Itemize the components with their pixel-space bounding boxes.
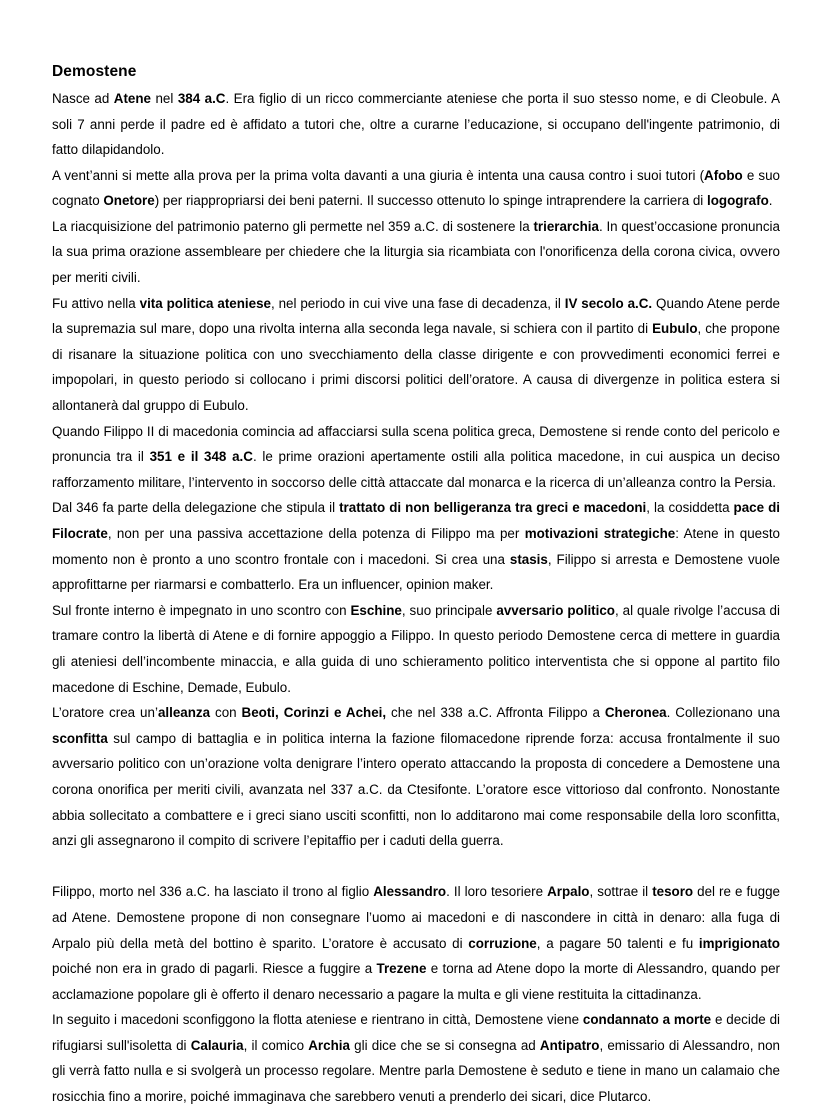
text-run: , emissario di Alessandro, non gli verrà fatto nulla e si svolgerà un processo regolare. Mentre parla Demostene è seduto e tiene in mano un calamaio che rosicchia fino a morire, poiché immaginava che sarebbero venuti a prenderlo dei sicari, dice Plutarco. bbox=[52, 1037, 781, 1105]
bold-run: corruzione bbox=[468, 935, 537, 951]
bold-run: Onetore bbox=[103, 193, 155, 209]
bold-run: trierarchia bbox=[533, 218, 599, 234]
paragraph-spacer bbox=[52, 854, 780, 880]
text-run: , la cosiddetta bbox=[646, 500, 734, 516]
paragraph bbox=[52, 291, 780, 419]
text-run: : Atene in questo momento non è pronto a uno scontro frontale con i macedoni. Si crea una bbox=[52, 526, 780, 567]
bold-run: vita politica ateniese bbox=[139, 295, 271, 311]
text-run: Filippo, morto nel 336 a.C. ha lasciato il trono al figlio bbox=[52, 884, 374, 900]
bold-run: alleanza bbox=[157, 705, 211, 721]
bold-run: motivazioni strategiche bbox=[524, 526, 676, 542]
paragraph bbox=[52, 879, 780, 1007]
bold-run: Cheronea bbox=[604, 705, 667, 721]
text-run: . Era figlio di un ricco commerciante ateniese che porta il suo stesso nome, e di Cleobule. A soli 7 anni perde il padre ed è affidato a tutori che, oltre a curarne l’educazione, si occupano dell'ingente patrimonio, di fatto dilapidandolo. bbox=[52, 90, 781, 158]
text-run: sul campo di battaglia e in politica interna la fazione filomacedone riprende forza: accusa frontalmente il suo avversario politico con un’orazione volta denigrare l’intero operato attaccando la proposta di concedere a Demostene una corona onorifica per meriti civili, avanzata nel 337 a.C. da Ctesifonte. L’oratore esce vittorioso dal confronto. Nonostante abbia sollecitato a combattere e i greci siano usciti sconfitti, non lo additarono mai come responsabile della loro sconfitta, anzi gli assegnarono il compito di scrivere l’epitaffio per i caduti della guerra. bbox=[52, 730, 780, 849]
text-run: , al quale rivolge l’accusa di tramare contro la libertà di Atene e di fornire appoggio a Filippo. In questo periodo Demostene cerca di mettere in guardia gli ateniesi dell’incombente minaccia, e alla guida di uno schieramento politico interventista che si oppone al partito filo macedone di Eschine, Demade, Eubulo. bbox=[52, 602, 780, 695]
text-run: , nel periodo in cui vive una fase di decadenza, il bbox=[270, 295, 565, 311]
paragraph bbox=[52, 495, 780, 597]
text-run: . bbox=[768, 193, 773, 209]
text-run: e suo cognato bbox=[52, 167, 780, 209]
text-run: A vent’anni si mette alla prova per la prima volta davanti a una giuria è intenta una causa contro i suoi tutori ( bbox=[52, 167, 705, 183]
text-run: . Collezionano una bbox=[666, 705, 781, 721]
bold-run: pace di Filocrate bbox=[52, 500, 780, 542]
text-run: del re e fugge ad Atene. Demostene propone di non consegnare l’uomo ai macedoni e di nascondere in città in denaro: alla fuga di Arpalo più della metà del bottino è sparito. L’oratore è accusato di bbox=[52, 884, 780, 951]
bold-run: Beoti, Corinzi e Achei, bbox=[241, 705, 387, 721]
bold-run: avversario politico bbox=[496, 602, 615, 618]
text-run: Fu attivo nella bbox=[52, 295, 140, 311]
text-run: . le prime orazioni apertamente ostili alla politica macedone, in cui auspica un deciso rafforzamento militare, l’intervento in soccorso delle città attaccate dal monarca e la ricerca di un’alleanza contro la Persia. bbox=[52, 449, 781, 490]
bold-run: Alessandro bbox=[373, 884, 447, 900]
text-run: gli dice che se si consegna ad bbox=[349, 1037, 540, 1053]
paragraph bbox=[52, 214, 780, 291]
text-run: , Filippo si arresta e Demostene vuole approfittarne per riarmarsi e combatterlo. Era un influencer, opinion maker. bbox=[52, 551, 780, 593]
paragraph bbox=[52, 86, 780, 163]
text-run: Quando Filippo II di macedonia comincia ad affacciarsi sulla scena politica greca, Demostene si rende conto del pericolo e pronuncia tra il bbox=[52, 423, 780, 465]
text-run: nel bbox=[151, 90, 178, 106]
bold-run: Trezene bbox=[376, 961, 427, 977]
bold-run: Afobo bbox=[704, 167, 743, 183]
bold-run: Antipatro bbox=[539, 1037, 600, 1053]
text-run: . Il loro tesoriere bbox=[446, 884, 548, 900]
text-run: Sul fronte interno è impegnato in uno scontro con bbox=[52, 602, 351, 618]
paragraph bbox=[52, 1007, 780, 1109]
bold-run: Arpalo bbox=[547, 884, 590, 900]
text-run: , che propone di risanare la situazione politica con uno svecchiamento della classe dirigente e con provvedimenti economici ferrei e impopolari, in questo periodo si collocano i primi discorsi politici dell’oratore. A causa di divergenze in politica estera si allontanerà dal gruppo di Eubulo. bbox=[52, 321, 780, 414]
paragraph bbox=[52, 419, 780, 496]
bold-run: IV secolo a.C. bbox=[564, 295, 653, 311]
text-run: , non per una passiva accettazione della potenza di Filippo ma per bbox=[107, 526, 525, 542]
bold-run: 384 a.C bbox=[177, 90, 226, 106]
text-run: , a pagare 50 talenti e fu bbox=[536, 935, 699, 951]
paragraph bbox=[52, 163, 780, 214]
text-run: Dal 346 fa parte della delegazione che stipula il bbox=[52, 500, 340, 516]
text-run: ) per riappropriarsi dei beni paterni. Il successo ottenuto lo spinge intraprendere la carriera di bbox=[154, 193, 708, 209]
bold-run: tesoro bbox=[652, 884, 694, 900]
paragraph bbox=[52, 700, 780, 854]
text-run: che nel 338 a.C. Affronta Filippo a bbox=[386, 705, 605, 721]
text-run: , il comico bbox=[243, 1037, 309, 1053]
text-run: In seguito i macedoni sconfiggono la flotta ateniese e rientrano in città, Demostene viene bbox=[52, 1012, 583, 1028]
text-run: e decide di rifugiarsi sull'isoletta di bbox=[52, 1012, 780, 1053]
bold-run: condannato a morte bbox=[582, 1012, 712, 1028]
paragraph bbox=[52, 598, 780, 700]
bold-run: Calauria bbox=[190, 1037, 244, 1053]
text-run: , sottrae il bbox=[589, 884, 653, 900]
text-run: L’oratore crea un’ bbox=[52, 705, 158, 721]
text-run: La riacquisizione del patrimonio paterno gli permette nel 359 a.C. di sostenere la bbox=[52, 218, 534, 234]
bold-run: Archia bbox=[308, 1037, 350, 1053]
page-title: Demostene bbox=[52, 63, 137, 80]
document-body bbox=[52, 86, 780, 1110]
text-run: , suo principale bbox=[401, 602, 497, 618]
bold-run: sconfitta bbox=[52, 730, 108, 746]
text-run: Nasce ad bbox=[52, 90, 114, 106]
bold-run: Atene bbox=[113, 90, 152, 106]
bold-run: stasis bbox=[509, 551, 548, 567]
bold-run: imprigionato bbox=[698, 935, 780, 951]
bold-run: Eschine bbox=[350, 602, 402, 618]
bold-run: Eubulo bbox=[652, 321, 698, 337]
text-run: Quando Atene perde la supremazia sul mare, dopo una rivolta interna alla seconda lega navale, si schiera con il partito di bbox=[52, 295, 781, 337]
text-run: . In quest’occasione pronuncia la sua prima orazione assembleare per chiedere che la liturgia sia ricambiata con l'onorificenza della corona civica, ovvero per meriti civili. bbox=[52, 218, 780, 286]
bold-run: logografo bbox=[707, 193, 769, 209]
text-run: con bbox=[210, 705, 242, 721]
bold-run: trattato di non belligeranza tra greci e macedoni bbox=[339, 500, 647, 516]
text-run: e torna ad Atene dopo la morte di Alessandro, quando per acclamazione popolare gli è offerto il denaro necessario a pagare la multa e gli viene restituita la cittadinanza. bbox=[52, 961, 780, 1002]
bold-run: 351 e il 348 a.C bbox=[149, 449, 253, 465]
text-run: poiché non era in grado di pagarli. Riesce a fuggire a bbox=[52, 961, 377, 977]
